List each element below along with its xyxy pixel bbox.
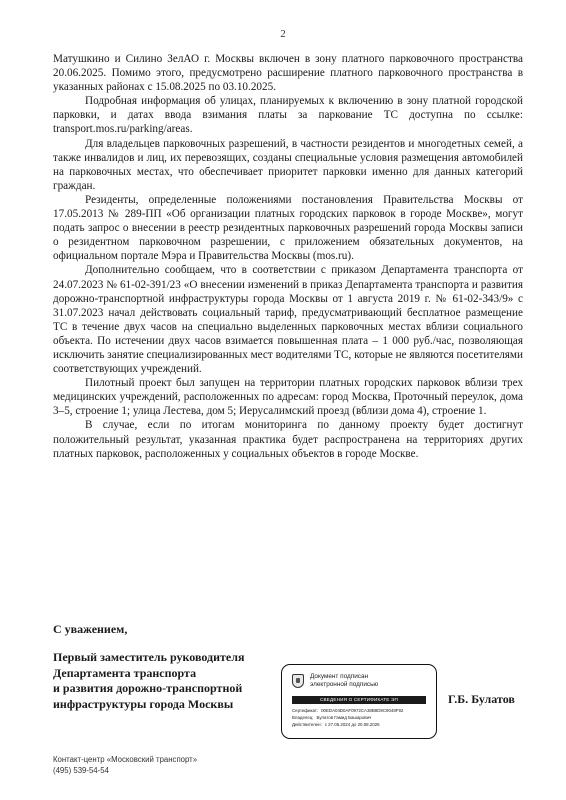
page-number: 2 xyxy=(280,28,286,40)
stamp-row-value: Булатов Гамид Башарович xyxy=(316,715,372,721)
signer-title-line: Первый заместитель руководителя xyxy=(53,650,245,664)
stamp-title-line: Документ подписан xyxy=(310,673,369,680)
moscow-coat-of-arms-icon xyxy=(292,674,304,688)
paragraph: Для владельцев парковочных разрешений, в частности резидентов и многодетных семей, а также инвалидов и лиц, их перевозящих, созданы специальные условия размещения автомобилей на парковочных местах, что обеспечивает приоритет парковки именно для данных категорий граждан. xyxy=(53,137,523,192)
paragraph: Подробная информация об улицах, планируемых к включению в зону платной городской парковки, и датах ввода взимания платы за паркование ТС доступна по ссылке: transport.mos.ru/parking/areas. xyxy=(53,95,523,136)
stamp-row-value: с 27.05.2024 до 20.08.2025 xyxy=(324,722,380,728)
paragraph: Дополнительно сообщаем, что в соответствии с приказом Департамента транспорта от 24.07.2023 № 61-02-391/23 «О внесении изменений в приказ Департамента транспорта и развития дорожно-транспортной инфраструктуры города Москвы от 1 августа 2019 г. № 61-02-343/9» с 31.07.2023 начал действовать социальный тариф, предусматривающий бесплатное размещение ТС в течение двух часов на специально выделенных парковочных местах вблизи социального объекта. По истечении двух часов взимается повышенная плата – 1 000 руб./час, позволяющая исключить занятие специализированных мест водителями ТС, которые не являются посетителями соответствующих учреждений. xyxy=(53,264,523,376)
signer-name: Г.Б. Булатов xyxy=(448,692,515,706)
stamp-row-label: Владелец: xyxy=(292,715,314,721)
signer-title xyxy=(53,650,283,712)
signer-title-line: инфраструктуры города Москвы xyxy=(53,696,234,711)
contact-info xyxy=(53,754,197,776)
contact-center-label: Контакт-центр «Московский транспорт» xyxy=(53,755,198,764)
paragraph: Резиденты, определенные положениями постановления Правительства Москвы от 17.05.2013 № 289-ПП «Об организации платных городских парковок в городе Москве», могут подать запрос о внесении в реестр резидентных парковочных разрешений города Москвы записи о резидентном парковочном разрешении, с приложением обязательных документов, на официальном портале Мэра и Правительства Москвы (mos.ru). xyxy=(53,193,523,263)
electronic-signature-stamp xyxy=(281,664,437,739)
stamp-row-label: Действителен: xyxy=(292,722,322,728)
stamp-row xyxy=(292,721,432,728)
closing-salutation: С уважением, xyxy=(53,622,128,636)
stamp-row-value: 00EDA04D0AF0972CA38B8D9C9048F92 xyxy=(321,708,404,713)
stamp-row xyxy=(292,707,432,714)
signer-title-line: и развития дорожно-транспортной xyxy=(53,681,243,695)
stamp-certificate-details xyxy=(292,707,432,729)
signer-title-line: Департамента транспорта xyxy=(53,665,197,680)
stamp-title-line: электронной подписью xyxy=(310,681,379,688)
paragraph: Матушкино и Силино ЗелАО г. Москвы включен в зону платного парковочного пространства 20.06.2025. Помимо этого, предусмотрено расширение платного парковочного пространства в указанных районах с 15.08.2025 по 03.10.2025. xyxy=(53,53,523,94)
stamp-row-label: Сертификат: xyxy=(292,708,319,713)
paragraph: Пилотный проект был запущен на территории платных городских парковок вблизи трех медицинских учреждений, расположенных по адресам: город Москва, Проточный переулок, дома 3–5, строение 1; улица Лестева, дом 5; Иерусалимский проезд (вблизи дома 4), строение 1. xyxy=(53,377,523,418)
stamp-title xyxy=(310,673,430,689)
letter-body xyxy=(53,52,523,461)
stamp-certificate-header: СВЕДЕНИЯ О СЕРТИФИКАТЕ ЭП xyxy=(292,696,426,704)
paragraph: В случае, если по итогам мониторинга по данному проекту будет достигнут положительный результат, указанная практика будет распространена на территориях других платных парковок, расположенных у социальных объектов в городе Москве. xyxy=(53,419,523,460)
stamp-row xyxy=(292,714,432,721)
contact-phone: (495) 539-54-54 xyxy=(53,766,109,775)
